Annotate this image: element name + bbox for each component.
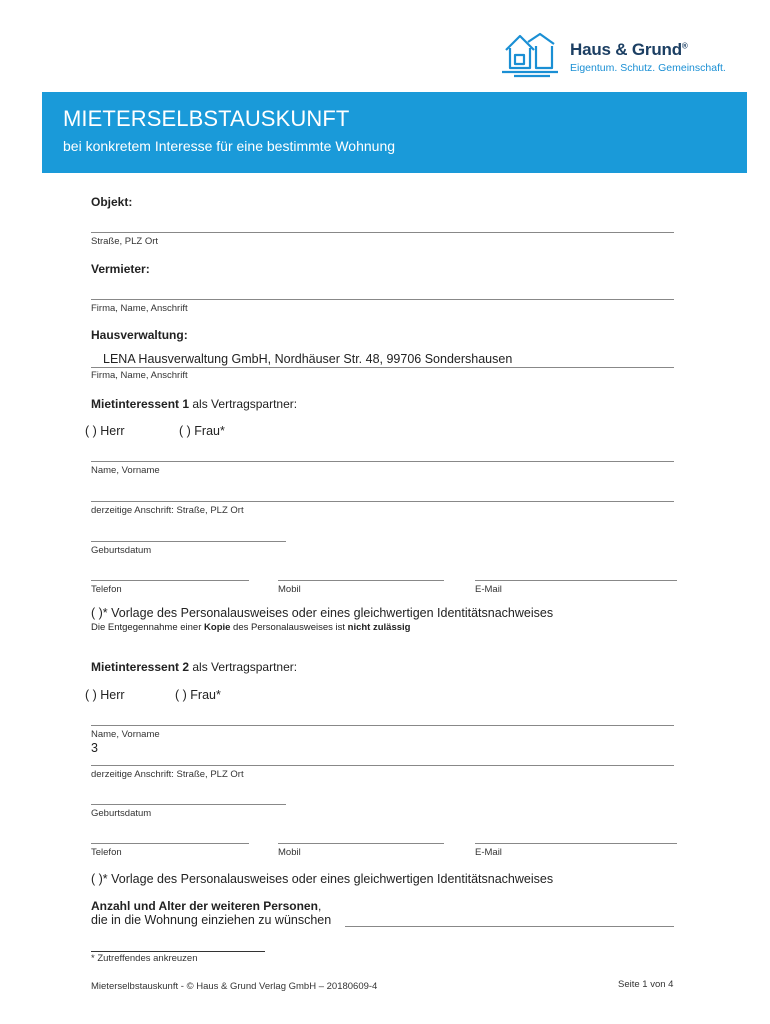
vermieter-label: Vermieter: [91,262,150,276]
m2-phone-field[interactable] [91,843,249,844]
m1-email-caption: E-Mail [475,584,502,595]
footnote-divider [91,951,265,952]
footer-copyright: Mieterselbstauskunft - © Haus & Grund Verlag GmbH – 20180609-4 [91,981,378,992]
m1-id-checkbox[interactable]: ( )* Vorlage des Personalausweises oder eines gleichwertigen Identitätsnachweises [91,606,554,620]
m2-name-field[interactable] [91,725,674,726]
footnote: * Zutreffendes ankreuzen [91,953,198,964]
vermieter-caption: Firma, Name, Anschrift [91,303,188,314]
house-logo-icon [500,28,562,78]
weitere-personen-heading: Anzahl und Alter der weiteren Personen, [91,899,322,913]
objekt-caption: Straße, PLZ Ort [91,236,159,247]
m2-email-field[interactable] [475,843,677,844]
weitere-personen-field[interactable] [345,926,674,927]
m2-name-caption: Name, Vorname [91,729,160,740]
m1-frau-checkbox[interactable]: ( ) Frau* [179,424,225,438]
m1-address-caption: derzeitige Anschrift: Straße, PLZ Ort [91,505,244,516]
m1-mobile-field[interactable] [278,580,444,581]
brand-logo [500,28,740,78]
m1-mobile-caption: Mobil [278,584,301,595]
m1-name-caption: Name, Vorname [91,465,160,476]
m1-name-field[interactable] [91,461,674,462]
hausverwaltung-value[interactable]: LENA Hausverwaltung GmbH, Nordhäuser Str. 48, 99706 Sondershausen [103,352,513,366]
m2-mobile-field[interactable] [278,843,444,844]
weitere-personen-label: die in die Wohnung einziehen zu wünschen [91,913,332,927]
m1-phone-field[interactable] [91,580,249,581]
m2-birthdate-caption: Geburtsdatum [91,808,152,819]
page-number: Seite 1 von 4 [618,979,674,990]
vermieter-field[interactable] [91,299,674,300]
m1-birthdate-caption: Geburtsdatum [91,545,152,556]
hausverwaltung-field [91,367,674,368]
objekt-label: Objekt: [91,195,133,209]
m2-email-caption: E-Mail [475,847,502,858]
m2-birthdate-field[interactable] [91,804,286,805]
hausverwaltung-label: Hausverwaltung: [91,328,188,342]
m1-id-note: Die Entgegennahme einer Kopie des Personalausweises ist nicht zulässig [91,622,411,633]
brand-tagline: Eigentum. Schutz. Gemeinschaft. [570,62,726,74]
mietinteressent1-heading: Mietinteressent 1 als Vertragspartner: [91,397,298,411]
m2-address-caption: derzeitige Anschrift: Straße, PLZ Ort [91,769,244,780]
objekt-field[interactable] [91,232,674,233]
m2-herr-checkbox[interactable]: ( ) Herr [85,688,125,702]
m2-address-field [91,765,674,766]
m1-address-field[interactable] [91,501,674,502]
hausverwaltung-caption: Firma, Name, Anschrift [91,370,188,381]
m2-frau-checkbox[interactable]: ( ) Frau* [175,688,221,702]
m1-email-field[interactable] [475,580,677,581]
mietinteressent2-heading: Mietinteressent 2 als Vertragspartner: [91,660,298,674]
title-banner [42,92,747,173]
page-title: MIETERSELBSTAUSKUNFT [63,106,350,131]
page-subtitle: bei konkretem Interesse für eine bestimmte Wohnung [63,138,396,154]
m2-address-value[interactable]: 3 [91,741,98,755]
brand-name: Haus & Grund® [570,40,688,59]
m1-birthdate-field[interactable] [91,541,286,542]
m2-mobile-caption: Mobil [278,847,301,858]
m2-id-checkbox[interactable]: ( )* Vorlage des Personalausweises oder eines gleichwertigen Identitätsnachweises [91,872,554,886]
m2-phone-caption: Telefon [91,847,122,858]
m1-herr-checkbox[interactable]: ( ) Herr [85,424,125,438]
m1-phone-caption: Telefon [91,584,122,595]
